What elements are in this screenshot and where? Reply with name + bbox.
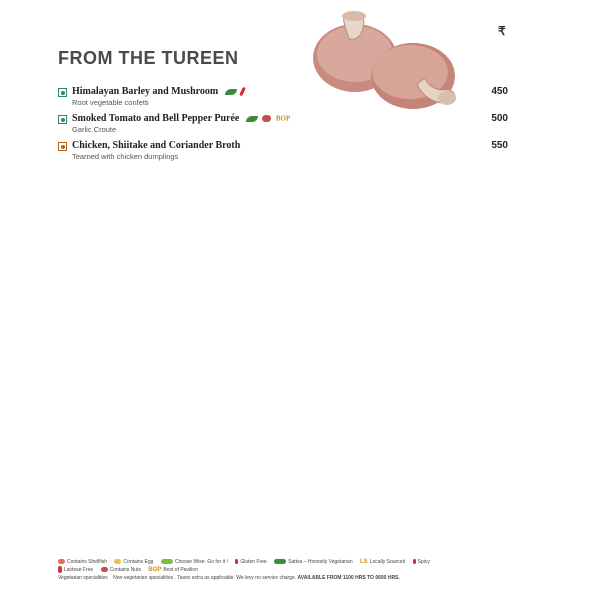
sattva-leaf-icon — [225, 89, 237, 95]
bop-icon: BOP — [148, 567, 162, 573]
spicy-icon — [413, 559, 416, 564]
item-name-wrap — [72, 113, 290, 124]
legend — [58, 558, 538, 582]
gluten-free-icon — [235, 559, 238, 564]
veg-indicator-icon — [58, 115, 67, 124]
veg-indicator-icon — [58, 88, 67, 97]
bop-badge: BOP — [275, 114, 291, 123]
legend-item: BOP Best of Pavilion — [148, 567, 198, 573]
legend-item: Contains Shellfish — [58, 558, 107, 566]
contains-nuts-icon — [262, 115, 271, 122]
section-title: FROM THE TUREEN — [58, 48, 239, 68]
legend-item: Gluten Free — [235, 558, 266, 566]
menu-item — [58, 140, 508, 167]
item-name-wrap — [72, 140, 240, 151]
sattva-leaf-icon — [246, 116, 258, 122]
legend-item: LS Locally Sourced — [360, 559, 406, 565]
availability-note: AVAILABLE FROM 1100 HRS TO 0600 HRS. — [297, 575, 400, 581]
legend-row-2 — [58, 566, 538, 574]
item-name: Smoked Tomato and Bell Pepper Purée — [72, 113, 240, 124]
item-tags — [246, 113, 290, 124]
item-name: Chicken, Shiitake and Coriander Broth — [72, 140, 241, 151]
ls-icon: LS — [360, 559, 368, 565]
egg-icon — [114, 559, 121, 564]
menu-items — [58, 86, 508, 167]
legend-row-1 — [58, 558, 538, 566]
legend-item: Spicy — [413, 558, 430, 566]
item-price: 450 — [491, 86, 508, 97]
nonveg-indicator-icon — [58, 142, 67, 151]
menu-item — [58, 113, 508, 140]
item-description: Tearned with chicken dumplings — [72, 152, 179, 161]
legend-item: Contains Egg — [114, 558, 153, 566]
tax-note: . Taxes extra as applicable. We levy no service charge. — [174, 575, 297, 581]
item-description: Garlic Croute — [72, 125, 117, 134]
sattva-leaf-icon — [274, 559, 286, 564]
veg-label: Vegetarian specialities — [58, 575, 108, 581]
item-name: Himalayan Barley and Mushroom — [72, 86, 219, 97]
item-name-wrap — [72, 86, 247, 97]
currency-symbol: ₹ — [498, 24, 506, 38]
legend-item: Lactose Free — [58, 566, 93, 574]
nonveg-label: Non-vegetarian specialities — [113, 575, 174, 581]
contains-nuts-icon — [101, 567, 108, 572]
fish-icon — [161, 559, 173, 564]
lactose-free-icon — [58, 566, 62, 573]
item-price: 550 — [491, 140, 508, 151]
legend-item: Contains Nuts — [101, 566, 141, 574]
item-price: 500 — [491, 113, 508, 124]
shellfish-icon — [58, 559, 65, 564]
legend-item: Sattva – Honestly Vegetarian — [274, 558, 353, 566]
menu-item — [58, 86, 508, 113]
gluten-free-icon — [239, 87, 246, 96]
item-description: Root vegetable confetti — [72, 98, 149, 107]
legend-row-3 — [58, 574, 538, 582]
item-tags — [225, 86, 248, 97]
legend-item: Choose Wise. Go for it ! — [161, 558, 228, 566]
